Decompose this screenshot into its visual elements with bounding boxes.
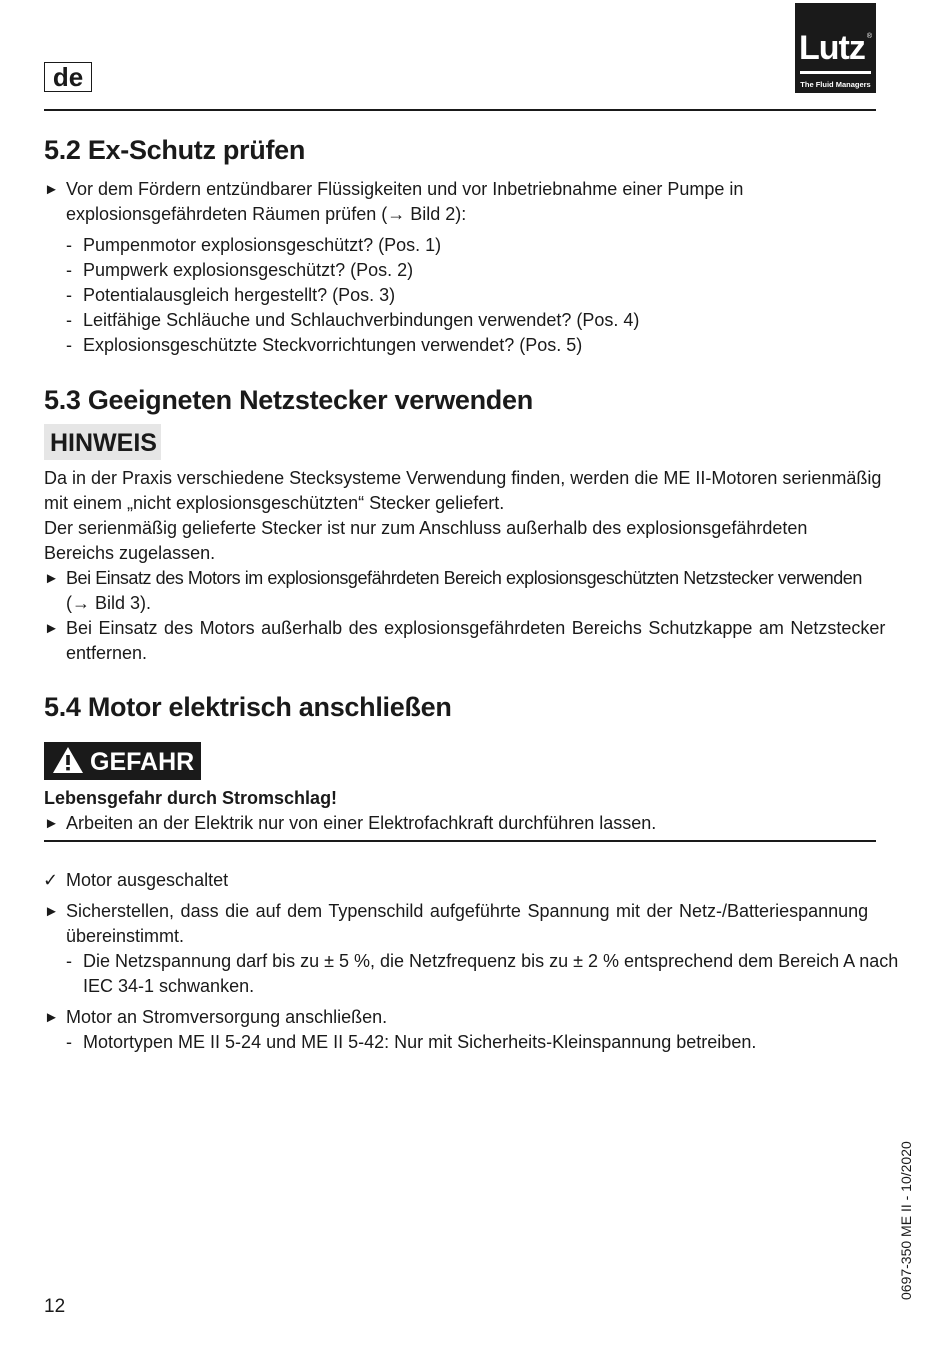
step-plug-ex-line1: Bei Einsatz des Motors im explosionsgefährdeten Bereich explosionsgeschützten Netzstecker verwenden bbox=[66, 568, 862, 588]
list-item: Explosionsgeschützte Steckvorrichtungen verwendet? (Pos. 5) bbox=[83, 335, 583, 355]
dash-icon: - bbox=[66, 335, 72, 355]
notice-para2-line2: Bereichs zugelassen. bbox=[44, 543, 216, 563]
voltage-tolerance-line1: Die Netzspannung darf bis zu ± 5 %, die Netzfrequenz bis zu ± 2 % entsprechend dem Bereich A nach bbox=[83, 951, 899, 971]
list-item: Pumpwerk explosionsgeschützt? (Pos. 2) bbox=[83, 260, 414, 280]
list-item: Leitfähige Schläuche und Schlauchverbindungen verwendet? (Pos. 4) bbox=[83, 310, 640, 330]
danger-step: Arbeiten an der Elektrik nur von einer Elektrofachkraft durchführen lassen. bbox=[66, 813, 657, 833]
arrow-icon: ► bbox=[44, 570, 59, 587]
danger-heading: Lebensgefahr durch Stromschlag! bbox=[44, 788, 338, 808]
document-reference: 0697-350 ME II - 10/2020 bbox=[898, 1141, 914, 1300]
step-connect: Motor an Stromversorgung anschließen. bbox=[66, 1007, 388, 1027]
arrow-icon: ► bbox=[44, 620, 59, 637]
dash-icon: - bbox=[66, 1032, 72, 1052]
danger-rule bbox=[44, 840, 876, 842]
language-indicator: de bbox=[44, 62, 92, 92]
dash-icon: - bbox=[66, 235, 72, 255]
notice-para2-line1: Der serienmäßig gelieferte Stecker ist nur zum Anschluss außerhalb des explosionsgefährdeten bbox=[44, 518, 808, 538]
section-5-3-title: 5.3 Geeigneten Netzstecker verwenden bbox=[44, 385, 533, 415]
section-5-2-intro-line1: Vor dem Fördern entzündbarer Flüssigkeiten und vor Inbetriebnahme einer Pumpe in bbox=[66, 179, 744, 199]
logo-tagline: The Fluid Managers bbox=[800, 80, 871, 89]
section-5-4-title: 5.4 Motor elektrisch anschließen bbox=[44, 692, 452, 722]
step-plug-ex-line2: (→ Bild 3). bbox=[66, 593, 152, 613]
notice-label: HINWEIS bbox=[44, 424, 161, 460]
list-item: Pumpenmotor explosionsgeschützt? (Pos. 1) bbox=[83, 235, 442, 255]
step-voltage-line2: übereinstimmt. bbox=[66, 926, 185, 946]
arrow-icon: ► bbox=[44, 815, 59, 832]
header-rule bbox=[44, 109, 876, 111]
section-5-2-intro-line2: explosionsgefährdeten Räumen prüfen (→ Bild 2): bbox=[66, 204, 467, 224]
page-number: 12 bbox=[44, 1296, 66, 1317]
section-5-2-title: 5.2 Ex-Schutz prüfen bbox=[44, 135, 306, 165]
dash-icon: - bbox=[66, 285, 72, 305]
arrow-icon: ► bbox=[44, 181, 59, 198]
dash-icon: - bbox=[66, 260, 72, 280]
voltage-tolerance-line2: IEC 34-1 schwanken. bbox=[83, 976, 255, 996]
danger-label-text: GEFAHR bbox=[90, 748, 195, 776]
check-icon: ✓ bbox=[43, 870, 59, 890]
logo-registered-mark: ® bbox=[866, 33, 872, 40]
arrow-icon: ► bbox=[44, 903, 59, 920]
step-voltage-line1: Sicherstellen, dass die auf dem Typenschild aufgeführte Spannung mit der Netz-/Batteriespannung bbox=[66, 901, 869, 921]
notice-para1-line1: Da in der Praxis verschiedene Stecksysteme Verwendung finden, werden die ME II-Motoren serienmäßig bbox=[44, 468, 882, 488]
notice-para1-line2: mit einem „nicht explosionsgeschützten“ Stecker geliefert. bbox=[44, 493, 505, 513]
logo-bar bbox=[800, 71, 871, 74]
precondition: Motor ausgeschaltet bbox=[66, 870, 229, 890]
step-plug-cap-line1: Bei Einsatz des Motors außerhalb des explosionsgefährdeten Bereichs Schutzkappe am Netzstecker bbox=[66, 618, 886, 638]
dash-icon: - bbox=[66, 310, 72, 330]
logo-wordmark: Lutz bbox=[799, 29, 865, 67]
danger-label bbox=[44, 742, 201, 780]
list-item: Potentialausgleich hergestellt? (Pos. 3) bbox=[83, 285, 396, 305]
warning-triangle-icon bbox=[52, 746, 84, 774]
lutz-logo bbox=[795, 3, 876, 93]
step-plug-cap-line2: entfernen. bbox=[66, 643, 148, 663]
arrow-icon: ► bbox=[44, 1009, 59, 1026]
dash-icon: - bbox=[66, 951, 72, 971]
step-connect-note: Motortypen ME II 5-24 und ME II 5-42: Nur mit Sicherheits-Kleinspannung betreiben. bbox=[83, 1032, 757, 1052]
